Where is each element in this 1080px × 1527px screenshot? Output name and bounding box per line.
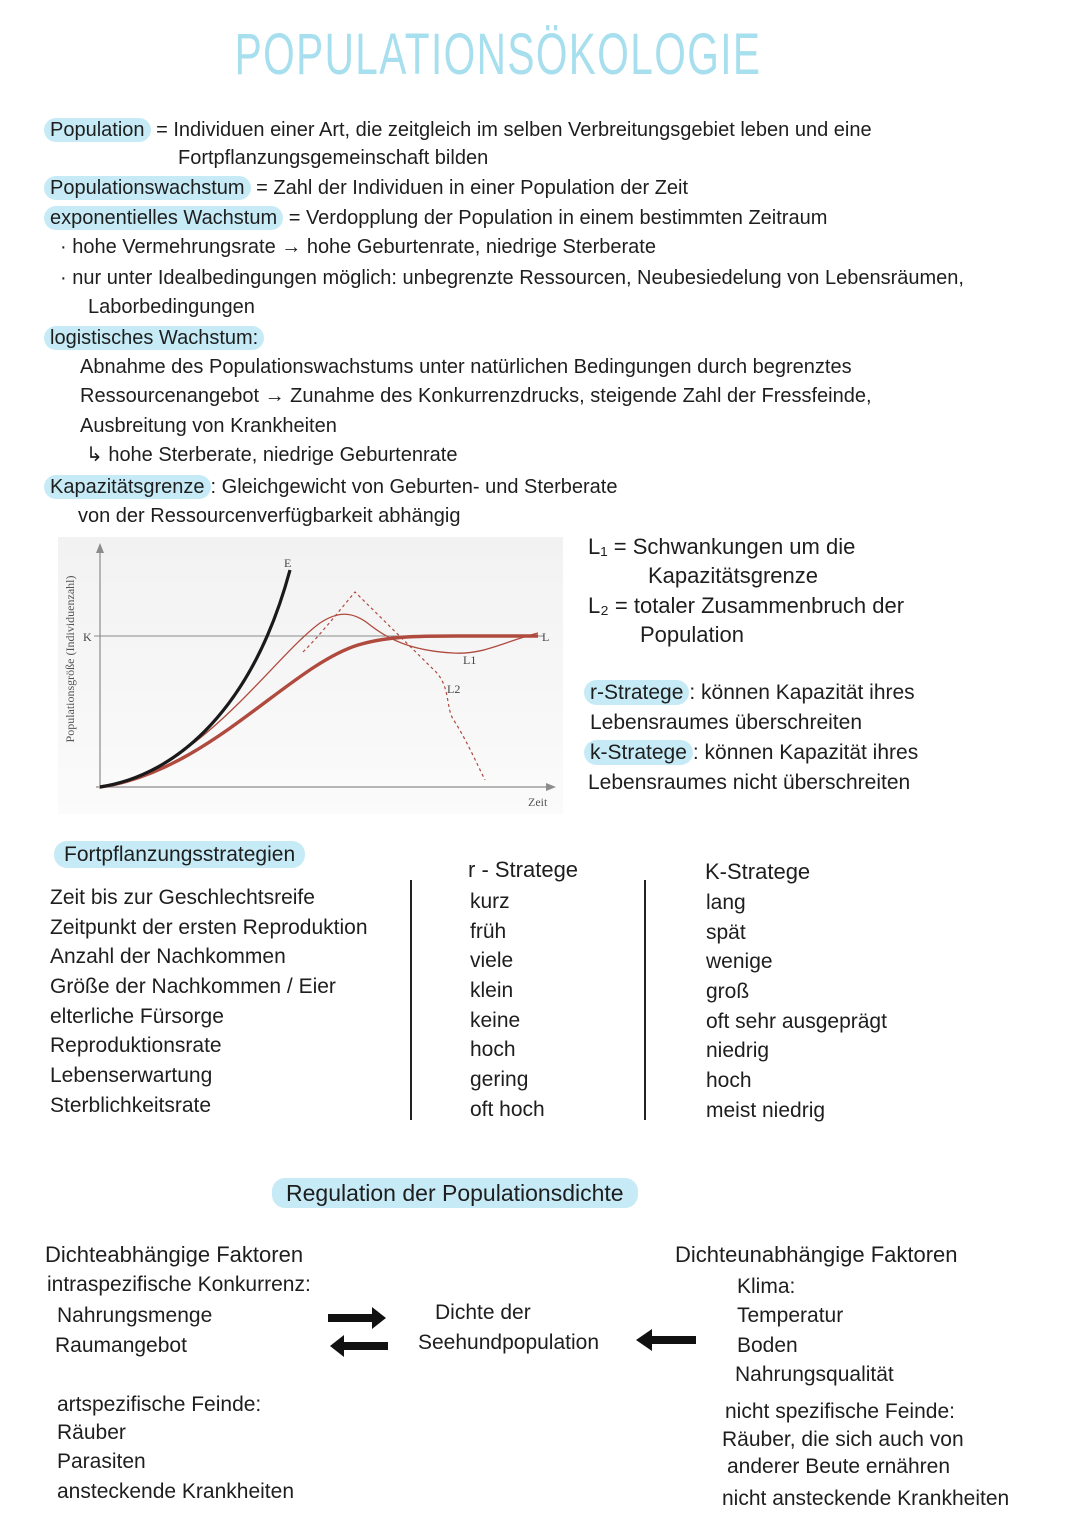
bullet-dot: · (60, 267, 67, 289)
table-cell-k: oft sehr ausgeprägt (706, 1009, 887, 1033)
note-r-strategist (584, 680, 915, 706)
table-cell-trait: Zeitpunkt der ersten Reproduktion (50, 915, 368, 939)
independent-item: Räuber, die sich auch von (722, 1428, 964, 1451)
independent-item: anderer Beute ernähren (727, 1455, 950, 1478)
table-cell-r: keine (470, 1008, 521, 1032)
column-divider-1 (410, 880, 412, 1120)
definition-capacity-cont: von der Ressourcenverfügbarkeit abhängig (78, 505, 461, 527)
definition-capacity-text: : Gleichgewicht von Geburten- und Sterberate (210, 476, 618, 498)
exponential-bullet-2-cont: Laborbedingungen (88, 296, 255, 318)
label-K: K (83, 630, 92, 644)
independent-group2-label: nicht spezifische Feinde: (725, 1400, 955, 1423)
dependent-item: Räuber (57, 1421, 126, 1444)
independent-group1-label: Klima: (737, 1275, 796, 1298)
table-cell-r: hoch (470, 1038, 516, 1062)
dependent-item: ansteckende Krankheiten (57, 1480, 294, 1503)
x-axis-arrowhead (546, 783, 556, 791)
column-header-r: r - Stratege (468, 857, 579, 882)
table-cell-trait: Lebenserwartung (50, 1064, 213, 1088)
dependent-group2-label: artspezifische Feinde: (57, 1393, 262, 1416)
table-cell-r: viele (470, 949, 514, 973)
dependent-item: Nahrungsmenge (57, 1304, 213, 1327)
term-capacity-limit: Kapazitätsgrenze (44, 475, 211, 499)
independent-item: Temperatur (737, 1304, 844, 1327)
table-cell-k: hoch (706, 1069, 752, 1093)
definition-logistic (44, 325, 264, 351)
label-L2: L2 (447, 682, 461, 696)
y-axis-arrowhead (96, 543, 104, 553)
independent-item: Boden (737, 1334, 798, 1357)
growth-curve-figure (58, 537, 563, 814)
exponential-bullet-2 (60, 265, 964, 291)
note-L1: L₁ = Schwankungen um die (588, 534, 856, 559)
table-cell-k: niedrig (706, 1039, 770, 1063)
table-cell-k: meist niedrig (706, 1098, 826, 1122)
table-cell-trait: Größe der Nachkommen / Eier (50, 975, 336, 999)
definition-growth (44, 175, 688, 201)
table-cell-k: groß (706, 980, 750, 1004)
table-cell-trait: Reproduktionsrate (50, 1034, 222, 1058)
center-label-line-2: Seehundpopulation (418, 1331, 600, 1354)
definition-population-cont: Fortpflanzungsgemeinschaft bilden (178, 147, 489, 169)
independent-arrow (630, 1326, 700, 1356)
note-k-strategist-cont: Lebensraumes nicht überschreiten (588, 771, 911, 794)
dependent-item: Parasiten (57, 1450, 146, 1473)
independent-factors-title: Dichteunabhängige Faktoren (675, 1242, 958, 1267)
table-cell-trait: Sterblichkeitsrate (50, 1093, 212, 1117)
note-r-strategist-cont: Lebensraumes überschreiten (590, 711, 862, 734)
term-population: Population (44, 118, 151, 142)
definition-population (44, 117, 872, 143)
page-title: POPULATIONSÖKOLOGIE (234, 22, 762, 87)
table-cell-r: kurz (470, 890, 510, 913)
term-k-strategist: k-Stratege (584, 740, 693, 765)
strategies-heading (54, 842, 305, 868)
logistic-line-1: Abnahme des Populationswachstums unter natürlichen Bedingungen durch begrenztes (80, 356, 852, 378)
arrow-right-icon (328, 1307, 386, 1329)
logistic-result: ↳ hohe Sterberate, niedrige Geburtenrate (86, 444, 458, 466)
y-axis-label: Populationsgröße (Individuenzahl) (63, 575, 77, 743)
note-L2: L₂ = totaler Zusammenbruch der (588, 593, 905, 618)
definition-exponential (44, 205, 827, 231)
column-header-k: K-Stratege (705, 859, 811, 884)
strategies-heading-label: Fortpflanzungsstrategien (54, 841, 305, 868)
dependent-factors-title: Dichteabhängige Faktoren (45, 1242, 304, 1267)
curve-E (100, 570, 290, 787)
note-L1-cont: Kapazitätsgrenze (648, 563, 818, 588)
term-population-growth: Populationswachstum (44, 176, 251, 200)
arrow-left-icon (636, 1329, 696, 1351)
logistic-line-3: Ausbreitung von Krankheiten (80, 415, 337, 437)
definition-growth-text: = Zahl der Individuen in einer Population der Zeit (250, 177, 689, 199)
column-divider-2 (644, 880, 646, 1120)
note-r-strategist-text: : können Kapazität ihres (689, 681, 915, 704)
definition-population-text: = Individuen einer Art, die zeitgleich im selben Verbreitungsgebiet leben und eine (150, 119, 872, 141)
regulation-heading-label: Regulation der Populationsdichte (272, 1178, 638, 1208)
term-logistic-growth: logistisches Wachstum: (44, 326, 264, 350)
growth-curve-svg (58, 537, 563, 814)
table-cell-r: früh (470, 919, 507, 943)
exponential-bullet-1 (60, 234, 656, 260)
traits-column (50, 883, 368, 1121)
note-L2-cont: Population (640, 622, 744, 647)
table-cell-trait: Anzahl der Nachkommen (50, 945, 286, 969)
table-cell-k: lang (706, 891, 746, 914)
label-L1: L1 (463, 653, 477, 667)
arrow-left-icon (330, 1335, 388, 1357)
definition-exponential-text: = Verdopplung der Population in einem bestimmten Zeitraum (283, 207, 828, 229)
logistic-line-2: Ressourcenangebot → Zunahme des Konkurrenzdrucks, steigende Zahl der Fressfeinde, (80, 385, 872, 407)
dependent-item: Raumangebot (55, 1334, 187, 1357)
definition-capacity (44, 474, 617, 500)
term-r-strategist: r-Stratege (584, 680, 689, 705)
table-cell-trait: elterliche Fürsorge (50, 1004, 224, 1028)
independent-extra: nicht ansteckende Krankheiten (722, 1487, 1010, 1510)
table-cell-r: gering (470, 1068, 529, 1092)
label-L: L (542, 630, 550, 644)
center-label-line-1: Dichte der (435, 1301, 531, 1324)
bidirectional-arrows (322, 1302, 394, 1360)
regulation-heading (272, 1180, 638, 1206)
table-cell-k: spät (706, 920, 746, 944)
bullet-text: hohe Vermehrungsrate → hohe Geburtenrate, niedrige Sterberate (72, 236, 656, 258)
bullet-dot: · (60, 236, 67, 258)
table-cell-trait: Zeit bis zur Geschlechtsreife (50, 886, 315, 909)
x-axis-label: Zeit (528, 795, 548, 809)
table-cell-k: wenige (706, 950, 773, 974)
bullet-text: nur unter Idealbedingungen möglich: unbegrenzte Ressourcen, Neubesiedelung von Lebensräumen, (72, 267, 964, 289)
k-strategist-column (706, 888, 887, 1126)
note-k-strategist-text: : können Kapazität ihres (692, 741, 919, 764)
dependent-group1-label: intraspezifische Konkurrenz: (47, 1273, 311, 1296)
label-E: E (284, 556, 292, 570)
note-k-strategist (584, 740, 918, 766)
table-cell-r: oft hoch (470, 1097, 545, 1121)
independent-item: Nahrungsqualität (735, 1363, 894, 1386)
term-exponential-growth: exponentielles Wachstum (44, 206, 283, 230)
r-strategist-column (470, 887, 545, 1125)
table-cell-r: klein (470, 979, 514, 1003)
